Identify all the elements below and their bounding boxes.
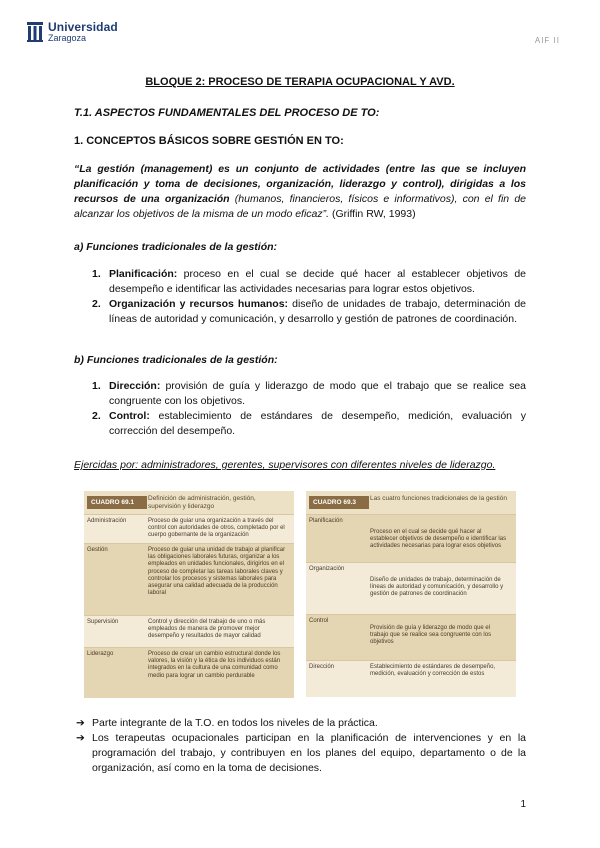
table-row-key: Organización	[309, 566, 345, 572]
functions-b-heading: b) Funciones tradicionales de la gestión:	[74, 354, 278, 366]
table-cuadro-69-3	[306, 491, 516, 697]
table-title: Las cuatro funciones tradicionales de la gestión	[370, 495, 507, 502]
table-row-key: Gestión	[87, 547, 108, 553]
table-cuadro-69-1	[84, 491, 294, 697]
university-city: Zaragoza	[48, 33, 87, 43]
table-row-key: Planificación	[309, 518, 343, 524]
functions-a-list	[92, 267, 526, 327]
table-badge: CUADRO 69.3	[309, 496, 369, 509]
university-name: Universidad	[48, 20, 118, 34]
list-number: 2.	[92, 410, 101, 422]
bullet-item	[76, 731, 526, 776]
bullet-list	[76, 716, 526, 776]
table-row	[84, 615, 294, 648]
table-row-key: Control	[309, 618, 329, 624]
table-row-value: Proceso de guiar una unidad de trabajo al planificar las obligaciones laborales futuras, organizar a los empleados en unidades funcionales, dirigirlos en el proceso de completar las tareas laborales claves y controlar los procesos y sistemas laborales para asegurar una calidad adecuada de la producción laboral	[148, 547, 286, 597]
list-text: diseño de unidades de trabajo, determinación de líneas de autoridad y comunicación, y desarrollo y gestión de patrones de coordinación.	[109, 298, 526, 325]
list-text: provisión de guía y liderazgo de modo que el trabajo que se realice sea congruente con los objetivos.	[109, 380, 526, 407]
table-row-key: Supervisión	[87, 619, 119, 625]
table-row	[306, 660, 516, 698]
bullet-item	[76, 716, 526, 731]
arrow-bullet-icon: ➔	[76, 732, 85, 744]
table-badge: CUADRO 69.1	[87, 496, 147, 509]
list-text: proceso en el cual se decide qué hacer al establecer objetivos de desempeño e identificar las actividades necesarias para lograr estos objetivos.	[109, 268, 526, 295]
page-number: 1	[520, 799, 526, 810]
quote-italic: (humanos, financieros, físicos e informativos), con el fin de alcanzar los objetivos de la misma de un modo eficaz”.	[74, 193, 527, 220]
table-header	[306, 491, 516, 514]
subsection-heading: 1. CONCEPTOS BÁSICOS SOBRE GESTIÓN EN TO:	[74, 135, 344, 147]
quote-bold: “La gestión (management) es un conjunto de actividades (entre las que se incluyen planificación y toma de decisiones, organización, liderazgo y control), dirigidas a los recursos de una organización	[74, 163, 526, 205]
university-crest-icon	[26, 20, 44, 44]
table-row-value: Establecimiento de estándares de desempeño, medición, evaluación y corrección de estos	[370, 664, 496, 678]
list-item	[92, 379, 526, 408]
table-row-value: Diseño de unidades de trabajo, determinación de líneas de autoridad y comunicación, y desarrollo y gestión de patrones de coordinación	[370, 577, 504, 598]
table-row-value: Provisión de guía y liderazgo de modo que el trabajo que se realice sea congruente con los objetivos	[370, 625, 492, 646]
table-row-key: Dirección	[309, 664, 335, 670]
list-item	[92, 297, 526, 326]
table-row	[84, 647, 294, 698]
table-row-value: Proceso en el cual se decide qué hacer al establecer objetivos de desempeño e identificar las actividades necesarias para lograr esos objetivos	[370, 529, 507, 550]
functions-b-list	[92, 379, 526, 439]
table-row-key: Administración	[87, 518, 127, 524]
table-row	[84, 543, 294, 616]
table-header	[84, 491, 294, 514]
section-heading: T.1. ASPECTOS FUNDAMENTALES DEL PROCESO DE TO:	[74, 107, 380, 119]
exercised-by-note: Ejercidas por: administradores, gerentes, supervisores con diferentes niveles de liderazgo.	[74, 459, 496, 471]
arrow-bullet-icon: ➔	[76, 717, 85, 729]
definition-quote	[74, 162, 526, 222]
bullet-text: Los terapeutas ocupacionales participan en la planificación de intervenciones y en la programación del trabajo, y contribuyen en los planes del equipo, departamento o de la organización, así como en la toma de decisiones.	[92, 732, 526, 774]
university-logo	[26, 18, 136, 48]
functions-a-heading: a) Funciones tradicionales de la gestión:	[74, 241, 278, 253]
list-number: 1.	[92, 380, 101, 392]
table-row	[306, 614, 516, 661]
list-item	[92, 409, 526, 438]
table-row-value: Proceso de crear un cambio estructural donde los valores, la visión y la ética de los individuos están integrados en la cultura de una comunidad como medio para lograr un cambio perdurable	[148, 651, 281, 679]
table-title: Definición de administración, gestión, supervisión y liderazgo	[148, 495, 256, 510]
list-term: Planificación:	[109, 268, 178, 280]
list-number: 2.	[92, 298, 101, 310]
list-text: establecimiento de estándares de desempeño, medición, evaluación y corrección del desempeño.	[109, 410, 526, 437]
list-item	[92, 267, 526, 296]
list-term: Control:	[109, 410, 150, 422]
page-title: BLOQUE 2: PROCESO DE TERAPIA OCUPACIONAL Y AVD.	[145, 76, 455, 88]
table-row	[306, 514, 516, 563]
table-row-key: Liderazgo	[87, 651, 114, 657]
table-row	[306, 562, 516, 615]
table-row-value: Control y dirección del trabajo de uno o más empleados de manera de promover mejor desempeño y resultados de mayor calidad	[148, 619, 266, 640]
list-term: Dirección:	[109, 380, 161, 392]
table-row-value: Proceso de guiar una organización a través del control con autoridades de otros, completado por el cuerpo gobernante de la organización	[148, 518, 285, 539]
list-number: 1.	[92, 268, 101, 280]
quote-citation: (Griffin RW, 1993)	[329, 208, 416, 220]
course-code: AIF II	[534, 36, 560, 45]
list-term: Organización y recursos humanos:	[109, 298, 289, 310]
bullet-text: Parte integrante de la T.O. en todos los niveles de la práctica.	[92, 717, 378, 729]
table-row	[84, 514, 294, 544]
